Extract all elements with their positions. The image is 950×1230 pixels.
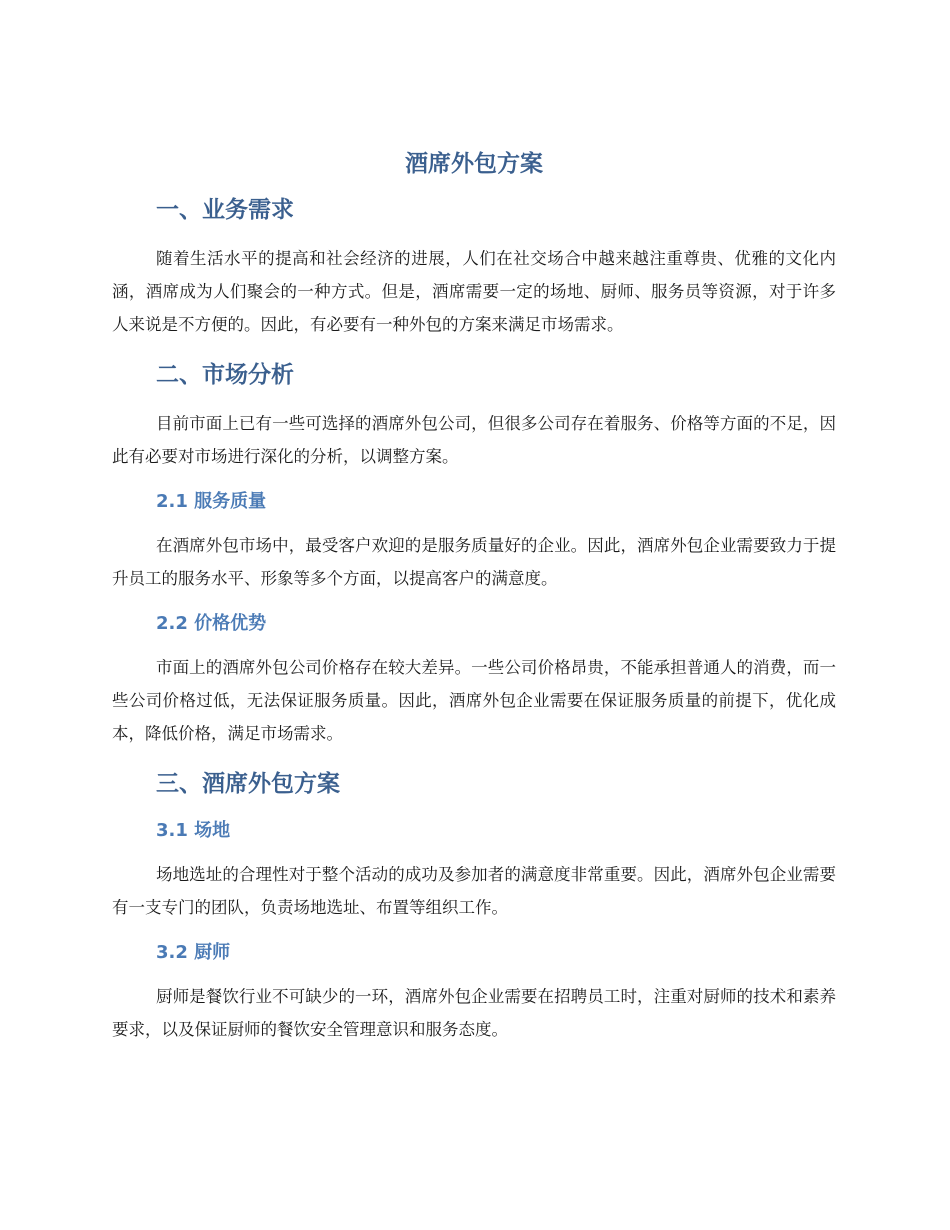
subsection-heading-venue: 3.1 场地 (156, 820, 231, 841)
subsection-paragraph-price-advantage: 市面上的酒席外包公司价格存在较大差异。一些公司价格昂贵，不能承担普通人的消费，而一些公司价格过低，无法保证服务质量。因此，酒席外包企业需要在保证服务质量的前提下，优化成本，降低价格，满足市场需求。 (112, 658, 836, 743)
section-paragraph-market-analysis: 目前市面上已有一些可选择的酒席外包公司，但很多公司存在着服务、价格等方面的不足，因此有必要对市场进行深化的分析，以调整方案。 (112, 414, 836, 466)
section-heading-business-needs: 一、业务需求 (156, 197, 294, 223)
section-heading-market-analysis: 二、市场分析 (156, 362, 294, 388)
subsection-paragraph-chef: 厨师是餐饮行业不可缺少的一环，酒席外包企业需要在招聘员工时，注重对厨师的技术和素养要求，以及保证厨师的餐饮安全管理意识和服务态度。 (112, 987, 836, 1039)
subsection-heading-chef: 3.2 厨师 (156, 942, 231, 963)
document-title: 酒席外包方案 (405, 151, 543, 177)
subsection-heading-service-quality: 2.1 服务质量 (156, 491, 267, 512)
subsection-paragraph-venue: 场地选址的合理性对于整个活动的成功及参加者的满意度非常重要。因此，酒席外包企业需要有一支专门的团队，负责场地选址、布置等组织工作。 (112, 865, 836, 917)
document-body (112, 144, 836, 1060)
subsection-paragraph-service-quality: 在酒席外包市场中，最受客户欢迎的是服务质量好的企业。因此，酒席外包企业需要致力于提升员工的服务水平、形象等多个方面，以提高客户的满意度。 (112, 536, 836, 588)
section-paragraph-business-needs: 随着生活水平的提高和社会经济的进展，人们在社交场合中越来越注重尊贵、优雅的文化内涵，酒席成为人们聚会的一种方式。但是，酒席需要一定的场地、厨师、服务员等资源，对于许多人来说是不方便的。因此，有必要有一种外包的方案来满足市场需求。 (112, 249, 836, 334)
section-heading-outsourcing-plan: 三、酒席外包方案 (156, 771, 340, 797)
subsection-heading-price-advantage: 2.2 价格优势 (156, 613, 267, 634)
